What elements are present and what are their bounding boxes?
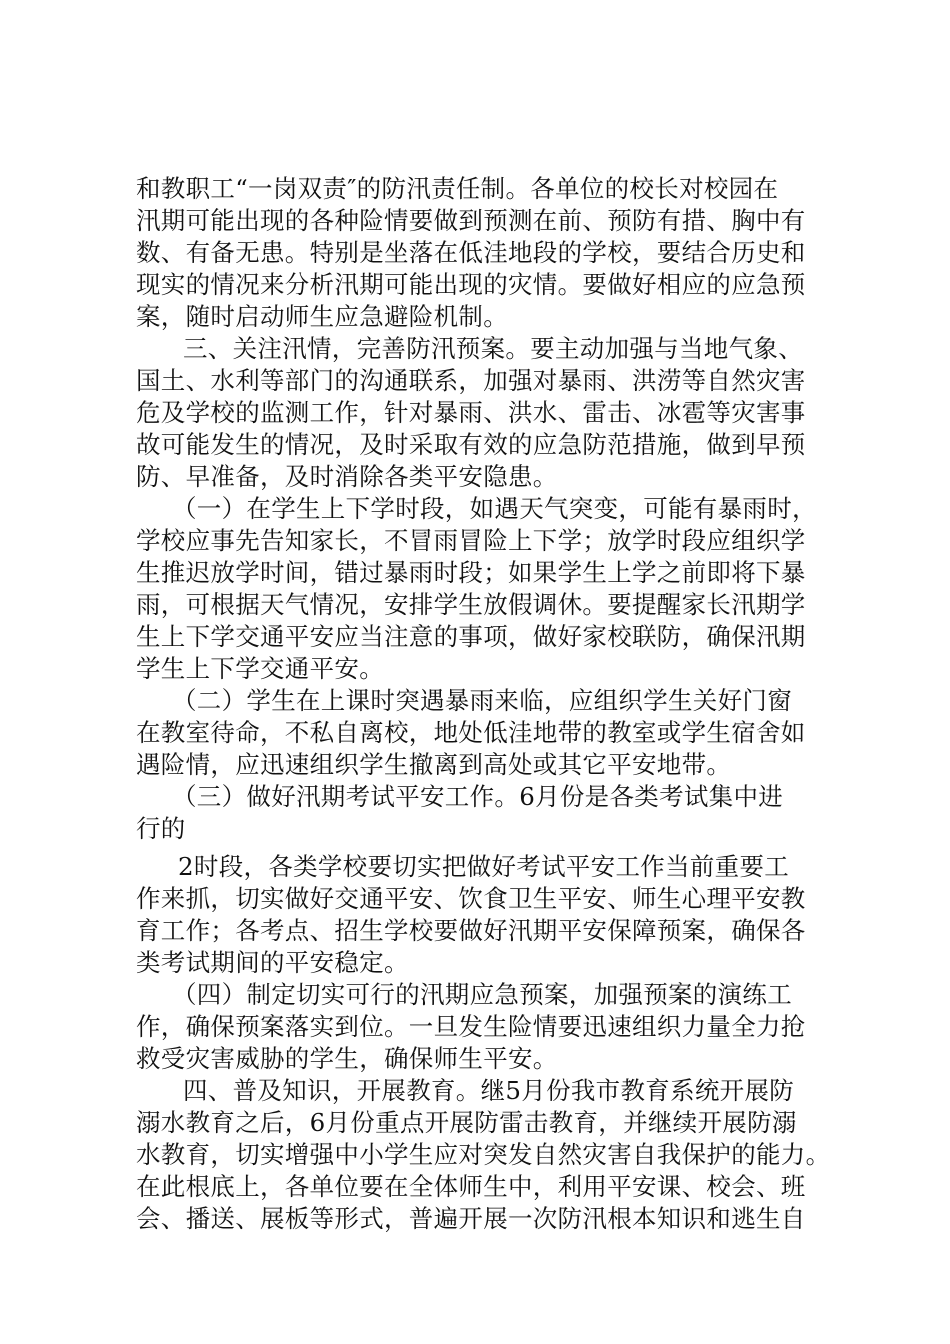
- text-line: 雨，可根据天气情况，安排学生放假调休。要提醒家长汛期学: [136, 590, 806, 619]
- text-line: 在教室待命，不私自离校，地处低洼地带的教室或学生宿舍如: [136, 718, 806, 747]
- text-line: 在此根底上，各单位要在全体师生中，利用平安课、校会、班: [136, 1172, 806, 1201]
- text-line: 水教育，切实增强中小学生应对突发自然灾害自我保护的能力。: [136, 1140, 831, 1169]
- text-line: 类考试期间的平安稳定。: [136, 948, 409, 977]
- text-line: 数、有备无患。特别是坐落在低洼地段的学校，要结合历史和: [136, 238, 806, 267]
- text-line: 作来抓，切实做好交通平安、饮食卫生平安、师生心理平安教: [136, 884, 806, 913]
- paragraph-start: （三）做好汛期考试平安工作。6月份是各类考试集中进: [172, 782, 784, 811]
- text-line: 案，随时启动师生应急避险机制。: [136, 302, 508, 331]
- text-line: 作，确保预案落实到位。一旦发生险情要迅速组织力量全力抢: [136, 1012, 806, 1041]
- paragraph-start: 四、普及知识，开展教育。继5月份我市教育系统开展防: [183, 1076, 795, 1105]
- text-line: 现实的情况来分析汛期可能出现的灾情。要做好相应的应急预: [136, 270, 806, 299]
- text-line: 学校应事先告知家长，不冒雨冒险上下学；放学时段应组织学: [136, 526, 806, 555]
- text-line: 国土、水利等部门的沟通联系，加强对暴雨、洪涝等自然灾害: [136, 366, 806, 395]
- text-line: 危及学校的监测工作，针对暴雨、洪水、雷击、冰雹等灾害事: [136, 398, 806, 427]
- paragraph-start: （四）制定切实可行的汛期应急预案，加强预案的演练工: [172, 980, 792, 1009]
- text-line: 故可能发生的情况，及时采取有效的应急防范措施，做到早预: [136, 430, 806, 459]
- text-line: 生推迟放学时间，错过暴雨时段；如果学生上学之前即将下暴: [136, 558, 806, 587]
- text-line: 行的: [136, 814, 186, 843]
- paragraph-start: （二）学生在上课时突遇暴雨来临，应组织学生关好门窗: [172, 686, 792, 715]
- text-line: 救受灾害威胁的学生，确保师生平安。: [136, 1044, 558, 1073]
- paragraph-start: 2时段，各类学校要切实把做好考试平安工作当前重要工: [178, 852, 790, 881]
- text-line: 防、早准备，及时消除各类平安隐患。: [136, 462, 558, 491]
- text-line: 和教职工“一岗双责″的防汛责任制。各单位的校长对校园在: [136, 174, 779, 203]
- text-line: 学生上下学交通平安。: [136, 654, 384, 683]
- paragraph-start: 三、关注汛情，完善防汛预案。要主动加强与当地气象、: [183, 334, 803, 363]
- text-line: 会、播送、展板等形式，普遍开展一次防汛根本知识和逃生自: [136, 1204, 806, 1233]
- paragraph-start: （一）在学生上下学时段，如遇天气突变，可能有暴雨时，: [172, 494, 817, 523]
- text-line: 生上下学交通平安应当注意的事项，做好家校联防，确保汛期: [136, 622, 806, 651]
- text-line: 汛期可能出现的各种险情要做到预测在前、预防有措、胸中有: [136, 206, 806, 235]
- text-line: 溺水教育之后，6月份重点开展防雷击教育，并继续开展防溺: [136, 1108, 797, 1137]
- text-line: 遇险情，应迅速组织学生撤离到高处或其它平安地带。: [136, 750, 732, 779]
- text-line: 育工作；各考点、招生学校要做好汛期平安保障预案，确保各: [136, 916, 806, 945]
